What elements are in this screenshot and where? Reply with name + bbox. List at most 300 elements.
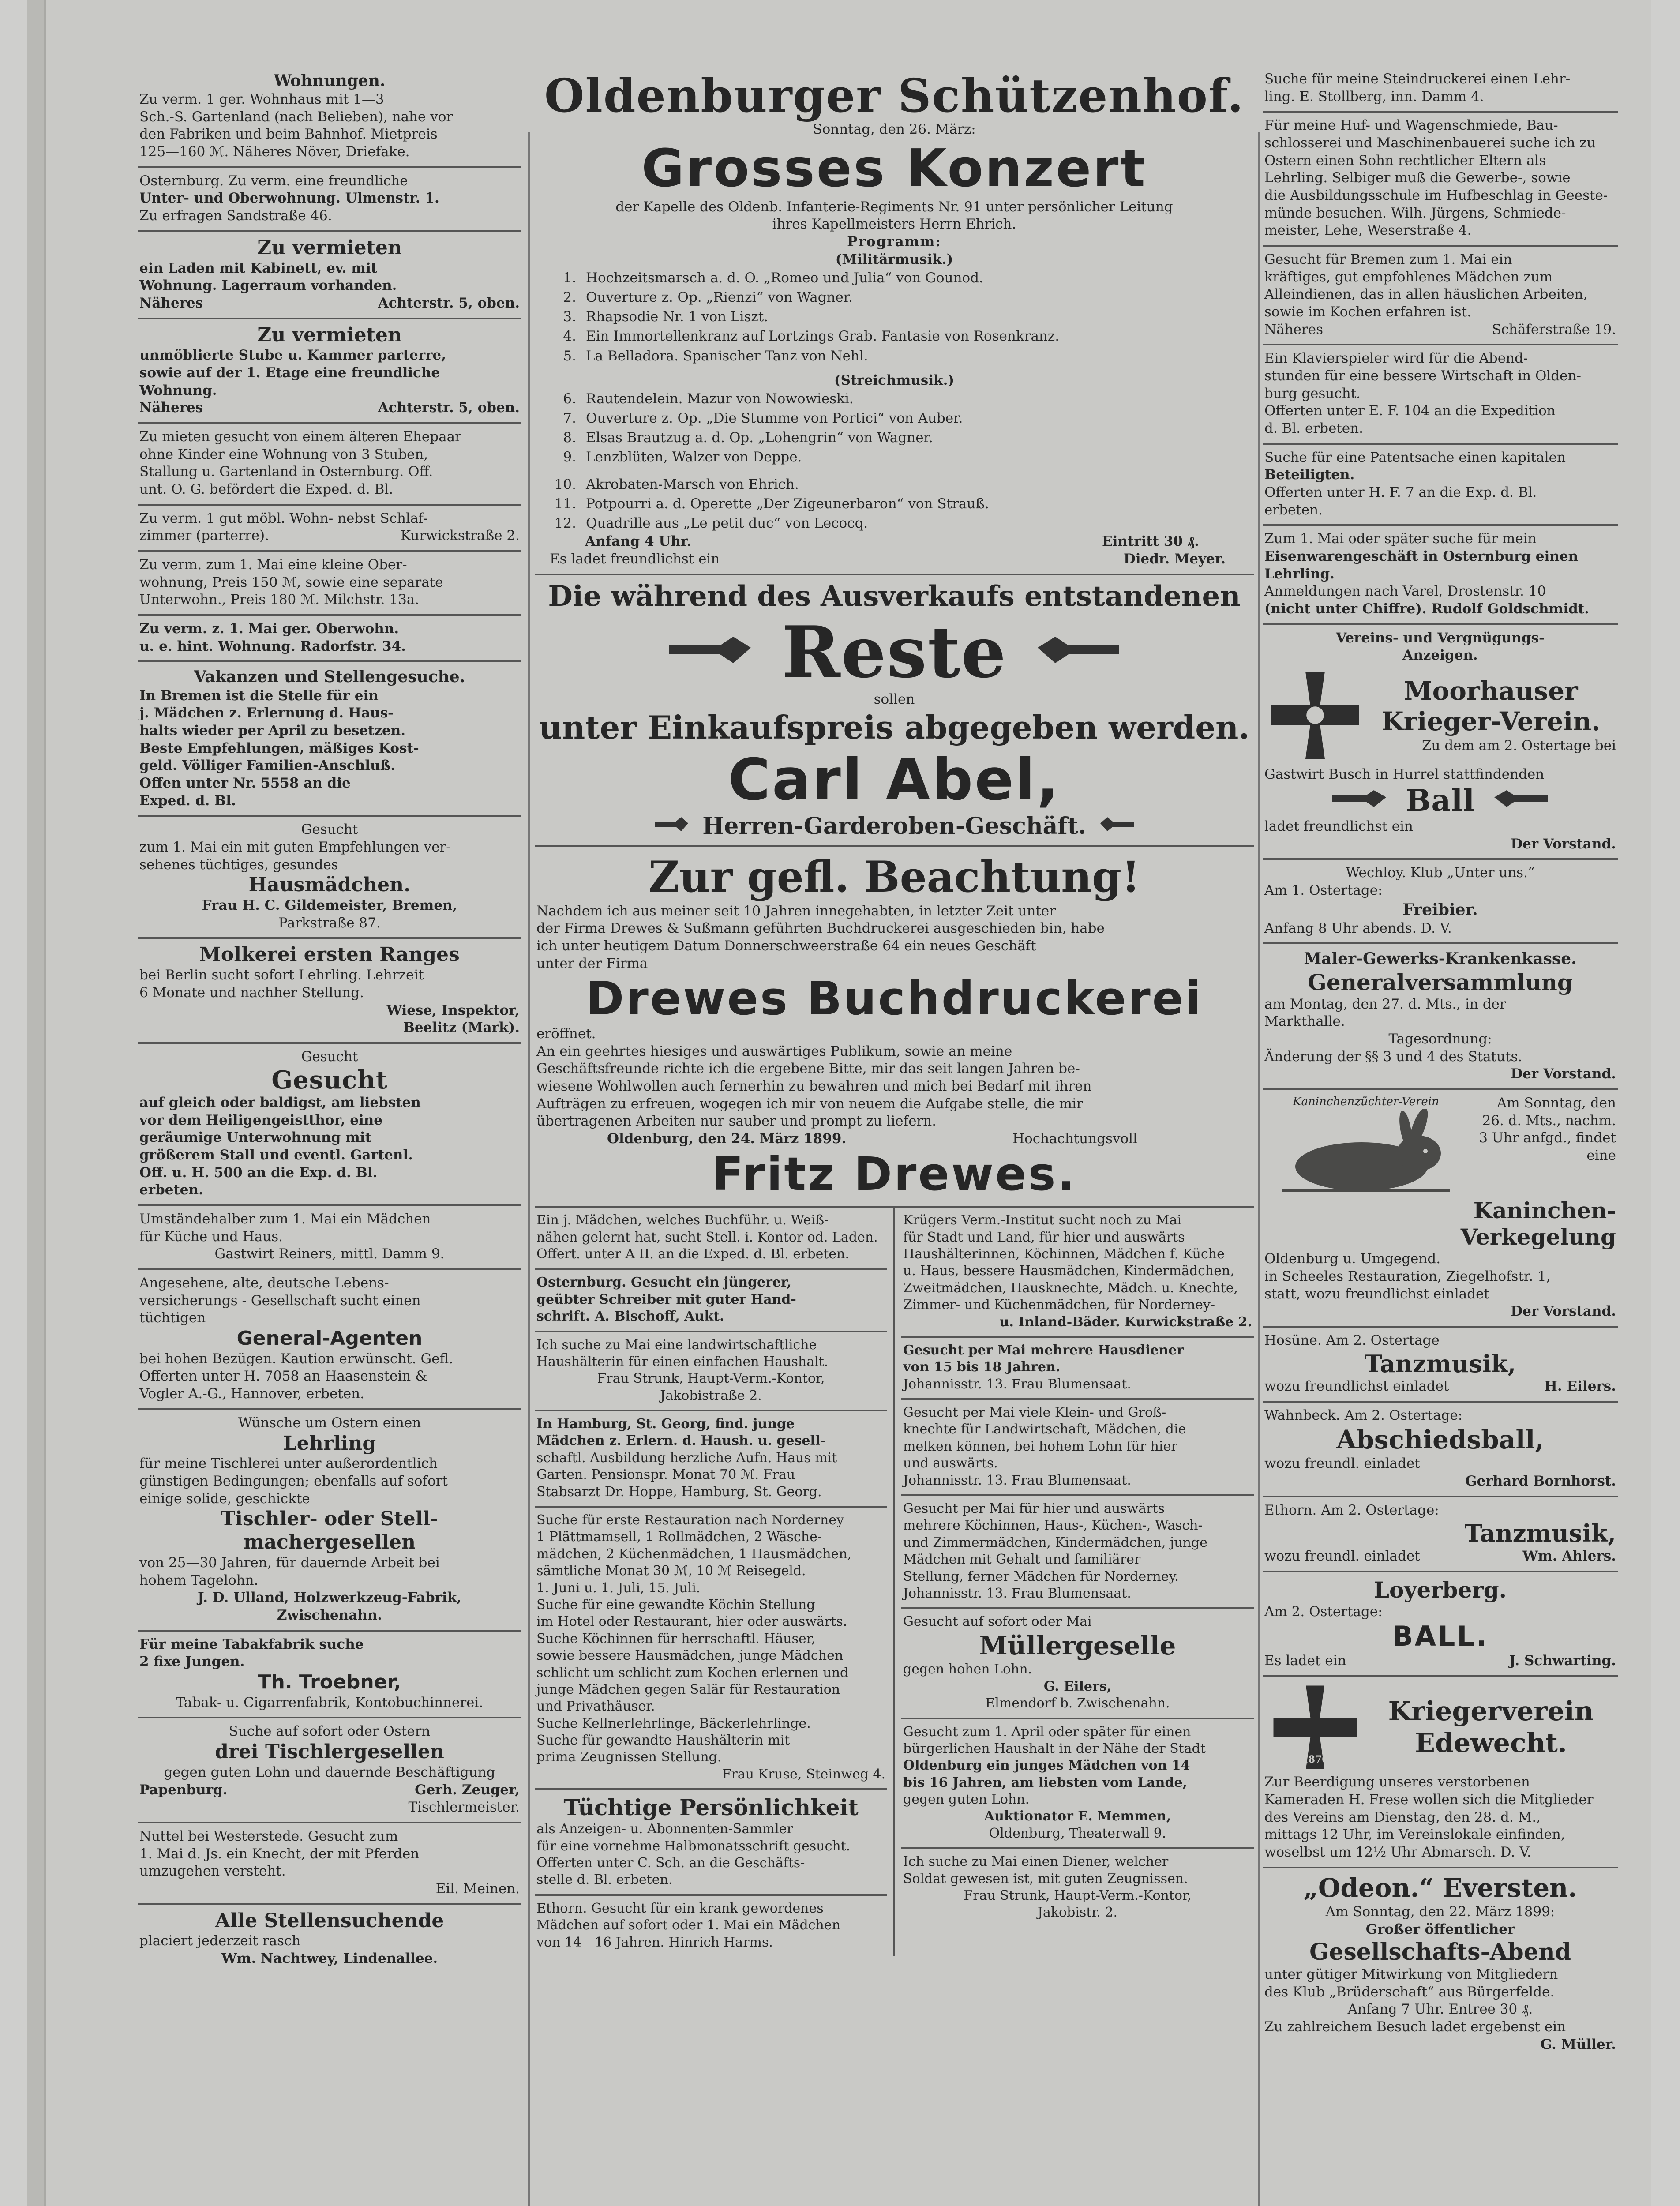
ad-line: Näheres	[1264, 321, 1323, 338]
ad-vakanzen	[138, 662, 521, 817]
item-title: Lenzblüten, Walzer von Deppe.	[586, 449, 802, 465]
ad-line: unt. O. G. befördert die Exped. d. Bl.	[139, 481, 394, 498]
ad-line: den Fabriken und beim Bahnhof. Mietpreis	[139, 126, 438, 143]
ad-line: ich unter heutigem Datum Donnerschweerstraße 64 ein neues Geschäft	[536, 938, 1036, 954]
ad-heading: Tischler- oder Stell-	[221, 1508, 439, 1531]
ad-line: gegen hohen Lohn.	[903, 1662, 1032, 1677]
ad-heading: Lehrling	[283, 1432, 376, 1455]
ad-line: Oldenburg, Theaterwall 9.	[989, 1825, 1166, 1841]
ad-line: sollen	[874, 691, 915, 708]
ad-line: Zu zahlreichem Besuch ladet ergebenst ein	[1264, 2019, 1566, 2035]
ad-agenten	[138, 1270, 521, 1410]
item-title: Potpourri a. d. Operette „Der Zigeunerbaron“ von Strauß.	[586, 496, 989, 512]
item-title: Quadrille aus „Le petit duc“ von Lecocq.	[586, 515, 868, 532]
ad-line: knechte für Landwirtschaft, Mädchen, die	[903, 1422, 1186, 1437]
ad-tabak	[138, 1632, 521, 1719]
ad-line: ling. E. Stollberg, inn. Damm 4.	[1264, 88, 1484, 105]
ad-line: Beste Empfehlungen, mäßiges Kost-	[139, 740, 419, 756]
ad-line: d. Bl. erbeten.	[1264, 420, 1363, 437]
ad-line: Oldenburg, den 24. März 1899.	[607, 1130, 847, 1147]
item-number: 2.	[563, 289, 576, 306]
ad-line: auf gleich oder baldigst, am liebsten	[139, 1094, 421, 1111]
ad-line: Osternburg. Zu verm. eine freundliche	[139, 173, 408, 189]
ad-line: Krügers Verm.-Institut sucht noch zu Mai	[903, 1212, 1181, 1228]
ad-line: des Klub „Brüderschaft“ aus Bürgerfelde.	[1264, 1984, 1555, 2000]
program-item	[536, 447, 1252, 467]
ad-line: melken können, bei hohem Lohn für hier	[903, 1438, 1178, 1454]
ad-heading: Vakanzen und Stellengesuche.	[194, 668, 465, 687]
ad-line: wiesene Wohlwollen auch fernerhin zu bewahren und mich bei Bedarf mit ihren	[536, 1078, 1092, 1094]
ad-line: Suche für eine Patentsache einen kapitalen	[1264, 449, 1566, 465]
ad-line: Frau Kruse, Steinweg 4.	[722, 1766, 885, 1782]
ad-line: Vogler A.-G., Hannover, erbeten.	[139, 1386, 364, 1402]
program-item	[536, 326, 1252, 346]
ad-heading: Tanzmusik,	[1364, 1349, 1516, 1378]
ad-line: am Montag, den 27. d. Mts., in der	[1264, 996, 1506, 1012]
ad-line: bis 16 Jahren, am liebsten vom Lande,	[903, 1775, 1187, 1790]
ad-heading: Grosses Konzert	[641, 138, 1147, 199]
ad-line: Suche Köchinnen für herrschaftl. Häuser,	[536, 1631, 816, 1647]
ad-line: Zur Beerdigung unseres verstorbenen	[1264, 1774, 1530, 1790]
ad-line: Osternburg. Gesucht ein jüngerer,	[536, 1275, 792, 1291]
ad-line: J. Schwarting.	[1509, 1652, 1616, 1669]
ad-line: Am 1. Ostertage:	[1264, 882, 1383, 899]
ad-line: Zweitmädchen, Hausknechte, Mädch. u. Knechte,	[903, 1280, 1238, 1296]
ad-line: Wahnbeck. Am 2. Ostertage:	[1264, 1407, 1463, 1423]
item-number: 1.	[563, 270, 576, 286]
column-middle	[535, 66, 1254, 2206]
ad-line: 2 fixe Jungen.	[139, 1654, 245, 1670]
ad-line: Exped. d. Bl.	[139, 792, 236, 809]
ad-line: ladet freundlichst ein	[1264, 818, 1413, 835]
ad-line: unmöblierte Stube u. Kammer parterre,	[139, 347, 446, 364]
ad-line: Gesucht auf sofort oder Mai	[903, 1614, 1092, 1630]
ad-heading: Fritz Drewes.	[712, 1147, 1076, 1201]
ad-diener	[901, 1849, 1254, 1927]
ad-line: Markthalle.	[1264, 1013, 1345, 1030]
ad-koechinnen	[901, 1496, 1254, 1609]
ad-line: Garten. Pensionspr. Monat 70 ℳ. Frau	[536, 1467, 795, 1483]
ad-line: Eil. Meinen.	[435, 1880, 520, 1897]
item-number: 6.	[563, 391, 576, 407]
ad-line: Wm. Ahlers.	[1522, 1548, 1616, 1564]
ad-line: Näheres	[139, 295, 203, 311]
ad-line: (Streichmusik.)	[834, 372, 955, 388]
ad-line: Am Sonntag, den	[1496, 1095, 1616, 1111]
ad-line: erbeten.	[139, 1182, 203, 1198]
program-item	[536, 409, 1252, 428]
ad-reste	[535, 575, 1254, 848]
ad-line: Gesucht für Bremen zum 1. Mai ein	[1264, 251, 1512, 268]
ad-heading: Gesucht	[271, 1065, 388, 1095]
ad-line: im Hotel oder Restaurant, hier oder auswärts.	[536, 1614, 848, 1630]
ad-line: Am 2. Ostertage:	[1264, 1603, 1383, 1620]
ad-line: meister, Lehe, Weserstraße 4.	[1264, 222, 1472, 239]
item-title: Rhapsodie Nr. 1 von Liszt.	[586, 309, 769, 325]
ad-line: Ein j. Mädchen, welches Buchführ. u. Weiß-	[536, 1212, 829, 1228]
program-list-1	[536, 268, 1252, 365]
ad-line: Ethorn. Gesucht für ein krank gewordenes	[536, 1900, 824, 1916]
item-number: 5.	[563, 348, 576, 364]
ad-line: junge Mädchen gegen Salär für Restauration	[536, 1681, 840, 1697]
ad-line: Tabak- u. Cigarrenfabrik, Kontobuchinnerei.	[176, 1694, 484, 1711]
ad-muellergeselle	[901, 1609, 1254, 1719]
hand-icon	[1331, 788, 1388, 814]
ad-line: zimmer (parterre).	[139, 528, 270, 544]
ad-line: Beelitz (Mark).	[403, 1020, 520, 1036]
ad-line: Der Vorstand.	[1511, 1066, 1616, 1082]
ad-heading: Edewecht.	[1415, 1728, 1567, 1759]
ad-line: G. Müller.	[1540, 2036, 1616, 2052]
ad-line: Für meine Tabakfabrik suche	[139, 1636, 364, 1652]
ad-line: Stallung u. Gartenland in Osternburg. Off.	[139, 464, 433, 480]
ad-line: Frau Strunk, Haupt-Verm.-Kontor,	[964, 1888, 1192, 1904]
ad-line: ohne Kinder eine Wohnung von 3 Stuben,	[139, 446, 428, 462]
ad-line: An ein geehrtes hiesiges und auswärtiges Publikum, sowie an meine	[536, 1043, 1012, 1059]
ad-loyerberg	[1263, 1572, 1618, 1677]
ad-line: Suche für meine Steindruckerei einen Lehr-	[1264, 71, 1571, 87]
ad-heading: Ball	[1405, 783, 1475, 818]
ad-line: Achterstr. 5, oben.	[378, 295, 520, 311]
ad-line: mädchen, 2 Küchenmädchen, 1 Hausmädchen,	[536, 1546, 852, 1562]
ad-heading: BALL.	[1392, 1620, 1489, 1653]
ad-line: Gesucht per Mai für hier und auswärts	[903, 1501, 1165, 1517]
ad-hosuene	[1263, 1328, 1618, 1403]
ad-heading: Zu vermieten	[257, 236, 402, 259]
item-title: Hochzeitsmarsch a. d. O. „Romeo und Julia“ von Gounod.	[586, 270, 983, 286]
ad-line: Programm:	[847, 234, 941, 250]
ad-bremen-maedchen	[1263, 247, 1618, 345]
ad-line: Gerh. Zeuger,	[415, 1782, 520, 1798]
ad-ethorn-maedchen	[535, 1896, 887, 1956]
ad-heading: Die während des Ausverkaufs entstandenen	[548, 579, 1241, 613]
ad-eisenwaren	[1263, 526, 1618, 625]
ad-line: Offen unter Nr. 5558 an die	[139, 775, 351, 791]
ad-laden	[138, 232, 521, 319]
ad-line: Angesehene, alte, deutsche Lebens-	[139, 1275, 389, 1291]
ad-line: und auswärts.	[903, 1456, 998, 1471]
ad-heading: Freibier.	[1402, 900, 1478, 919]
ad-line: Kameraden H. Frese wollen sich die Mitglieder	[1264, 1792, 1594, 1808]
ad-line: H. Eilers.	[1544, 1378, 1616, 1395]
ad-heading: Generalversammlung	[1308, 969, 1573, 995]
ad-line: Alleindienen, das in allen häuslichen Arbeiten,	[1264, 286, 1588, 303]
ad-line: einige solide, geschickte	[139, 1490, 310, 1507]
ad-line: Wohnung.	[139, 382, 217, 398]
ad-line: sehenes tüchtiges, gesundes	[139, 856, 338, 873]
ad-line: Wm. Nachtwey, Lindenallee.	[221, 1951, 438, 1967]
ad-line: prima Zeugnissen Stellung.	[536, 1749, 722, 1765]
ad-line: Es ladet ein	[1264, 1652, 1346, 1669]
ad-line: sowie bessere Hausmädchen, junge Mädchen	[536, 1648, 844, 1664]
ad-line: der Kapelle des Oldenb. Infanterie-Regiments Nr. 91 unter persönlicher Leitung	[615, 199, 1173, 215]
ad-maler	[1263, 944, 1618, 1090]
ad-line: geld. Völliger Familien-Anschluß.	[139, 758, 395, 774]
item-title: Ouverture z. Op. „Rienzi“ von Wagner.	[586, 289, 853, 306]
ad-line: eine	[1586, 1147, 1616, 1163]
ad-stube	[138, 319, 521, 424]
ad-line: von 15 bis 18 Jahren.	[903, 1359, 1061, 1375]
ad-line: der Firma Drewes & Sußmann geführten Buchdruckerei ausgeschieden bin, habe	[536, 920, 1105, 937]
ad-line: und Privathäuser.	[536, 1699, 655, 1715]
ad-line: von 25—30 Jahren, für dauernde Arbeit bei	[139, 1554, 440, 1571]
ad-line: größerem Stall und eventl. Gartenl.	[139, 1147, 413, 1163]
ad-line: unter der Firma	[536, 955, 648, 972]
item-title: Elsas Brautzug a. d. Op. „Lohengrin“ von Wagner.	[586, 430, 933, 446]
ad-line: kräftiges, gut empfohlenes Mädchen zum	[1264, 269, 1553, 285]
column-left	[138, 66, 521, 2206]
ad-heading: Wohnungen.	[274, 71, 386, 90]
ad-line: stunden für eine bessere Wirtschaft in Olden-	[1264, 368, 1581, 384]
ad-line: Zu dem am 2. Ostertage bei	[1422, 737, 1616, 754]
ad-line: Wechloy. Klub „Unter uns.“	[1346, 865, 1535, 881]
ad-line: als Anzeigen- u. Abonnenten-Sammler	[536, 1821, 793, 1837]
ad-line: Gesucht	[301, 1048, 358, 1065]
ad-line: Suche für eine gewandte Köchin Stellung	[536, 1597, 815, 1613]
ad-line: Näheres	[139, 400, 203, 416]
ad-line: vor dem Heiligengeistthor, eine	[139, 1112, 382, 1128]
ad-heading: Zur gefl. Beachtung!	[648, 852, 1140, 902]
ad-line: erbeten.	[1264, 502, 1323, 518]
iron-cross-icon	[1264, 664, 1366, 766]
ad-kriegerverein-edewecht	[1263, 1677, 1618, 1868]
ad-kaninchen	[1263, 1090, 1618, 1328]
ad-line: schaftl. Ausbildung herzliche Aufn. Haus mit	[536, 1450, 837, 1466]
ad-line: Stellung, ferner Mädchen für Norderney.	[903, 1568, 1179, 1584]
ad-wahnbeck	[1263, 1403, 1618, 1497]
ad-line: placiert jederzeit rasch	[139, 1933, 301, 1949]
ad-line: Gerhard Bornhorst.	[1465, 1473, 1616, 1489]
program-item	[536, 346, 1252, 366]
ad-line: münde besuchen. Wilh. Jürgens, Schmiede-	[1264, 205, 1566, 221]
small-ads-grid	[535, 1208, 1254, 1956]
ad-line: geübter Schreiber mit guter Hand-	[536, 1291, 796, 1307]
binding-strip	[27, 0, 46, 2206]
ad-line: sowie im Kochen erfahren ist.	[1264, 304, 1472, 320]
ad-line: Suche auf sofort oder Ostern	[229, 1723, 431, 1740]
ad-line: sowie auf der 1. Etage eine freundliche	[139, 365, 440, 381]
ad-line: 1 Plättmamsell, 1 Rollmädchen, 2 Wäsche-	[536, 1529, 822, 1545]
ad-line: Aufträgen zu erfreuen, wogegen ich mir von neuem die Aufgabe stelle, die mir	[536, 1095, 1083, 1112]
column-right	[1263, 66, 1618, 2206]
ad-line: Sch.-S. Gartenland (nach Belieben), nahe vor	[139, 109, 453, 125]
ad-odeon	[1263, 1868, 1618, 2059]
item-title: Akrobaten-Marsch von Ehrich.	[586, 476, 799, 493]
ad-line: In Hamburg, St. Georg, find. junge	[536, 1416, 795, 1432]
ad-line: Gesucht per Mai viele Klein- und Groß-	[903, 1405, 1166, 1421]
ad-line: 125—160 ℳ. Näheres Növer, Driefake.	[139, 144, 410, 160]
ad-stellensuchende	[138, 1905, 521, 1973]
ad-line: Umständehalber zum 1. Mai ein Mädchen	[139, 1211, 431, 1227]
ad-line: bürgerlichen Haushalt in der Nähe der Stadt	[903, 1741, 1206, 1756]
ad-hausmaedchen	[138, 817, 521, 939]
ad-line: Ich suche zu Mai eine landwirtschaftliche	[536, 1337, 817, 1353]
ad-line: Zu verm. 1 gut möbl. Wohn- nebst Schlaf-	[139, 510, 428, 526]
item-number: 3.	[563, 309, 576, 325]
ad-gesucht-wohnung	[138, 1044, 521, 1206]
ad-line: Suche Kellnerlehrlinge, Bäckerlehrlinge.	[536, 1715, 811, 1731]
ad-line: und Zimmermädchen, Kindermädchen, junge	[903, 1534, 1208, 1550]
ad-heading: Abschiedsball,	[1336, 1424, 1544, 1455]
ad-line: Mädchen mit Gehalt und familiärer	[903, 1552, 1141, 1568]
ad-line: u. e. hint. Wohnung. Radorfstr. 34.	[139, 638, 406, 654]
ad-schreiber	[535, 1270, 887, 1332]
ad-line: Oldenburg ein junges Mädchen von 14	[903, 1758, 1190, 1774]
ad-line: mittags 12 Uhr, im Vereinslokale einfinden,	[1264, 1827, 1565, 1843]
ad-line: J. D. Ulland, Holzwerkzeug-Fabrik,	[197, 1590, 462, 1606]
ad-zimmer	[138, 506, 521, 552]
small-ads-right	[895, 1208, 1254, 1956]
ad-line: Großer öffentlicher	[1365, 1921, 1515, 1937]
hand-icon	[654, 815, 689, 838]
ad-line: Frau Strunk, Haupt-Verm.-Kontor,	[597, 1371, 825, 1387]
ad-line: Lehrling. Selbiger muß die Gewerbe-, sowie	[1264, 170, 1571, 186]
ad-heading: „Odeon.“ Eversten.	[1303, 1872, 1577, 1903]
ad-line: Jakobistr. 2.	[1037, 1905, 1118, 1921]
ad-line: schlicht um schlicht zum Kochen erlernen und	[536, 1665, 849, 1681]
ad-wechloy	[1263, 860, 1618, 944]
ad-heading: Zu vermieten	[257, 323, 402, 346]
hand-icon	[1492, 788, 1550, 814]
ad-line: ein Laden mit Kabinett, ev. mit	[139, 260, 378, 276]
ad-line: Diedr. Meyer.	[1123, 551, 1226, 567]
ad-line: übertragenen Arbeiten nur sauber und prompt zu liefern.	[536, 1113, 937, 1129]
ad-heading: Kaninchen-	[1473, 1197, 1616, 1224]
ad-persoenlichkeit	[535, 1790, 887, 1896]
ad-heading: Verkegelung	[1460, 1224, 1616, 1250]
ad-heading: Tüchtige Persönlichkeit	[563, 1794, 859, 1821]
program-item	[536, 514, 1252, 533]
ad-line: Anfang 4 Uhr.	[585, 533, 692, 550]
ad-klavierspieler	[1263, 345, 1618, 444]
ad-konzert	[535, 66, 1254, 575]
ad-heading: Herren-Garderoben-Geschäft.	[702, 813, 1086, 840]
item-title: Ouverture z. Op. „Die Stumme von Portici“ von Auber.	[586, 410, 963, 427]
ad-line: für meine Tischlerei unter außerordentlich	[139, 1456, 438, 1472]
ad-line: Zwischenahn.	[277, 1607, 382, 1623]
ad-line: geräumige Unterwohnung mit	[139, 1129, 371, 1146]
ad-heading: Molkerei ersten Ranges	[199, 943, 460, 966]
ad-line: nähen gelernt hat, sucht Stell. i. Kontor od. Laden.	[536, 1229, 878, 1245]
ad-line: Johannisstr. 13. Frau Blumensaat.	[903, 1585, 1131, 1601]
ad-line: Haushälterinnen, Köchinnen, Mädchen f. Küche	[903, 1246, 1225, 1262]
ad-line: Offert. unter A II. an die Exped. d. Bl. erbeten.	[536, 1246, 850, 1262]
ad-line: Ostern einen Sohn rechtlicher Eltern als	[1264, 152, 1546, 169]
ad-line: Anmeldungen nach Varel, Drostenstr. 10	[1264, 583, 1546, 600]
ad-line: Suche für gewandte Haushälterin mit	[536, 1733, 790, 1748]
ad-line: Der Vorstand.	[1511, 1303, 1616, 1320]
ad-line: Hosüne. Am 2. Ostertage	[1264, 1332, 1440, 1348]
ad-line: Zu mieten gesucht von einem älteren Ehepaar	[139, 429, 461, 445]
ad-line: Offerten unter H. 7058 an Haasenstein &	[139, 1368, 428, 1384]
ad-line: Auktionator E. Memmen,	[984, 1808, 1171, 1824]
ad-heading: Carl Abel,	[728, 746, 1061, 813]
ad-molkerei	[138, 939, 521, 1043]
ad-line: 26. d. Mts., nachm.	[1482, 1112, 1616, 1129]
ad-line: Zimmer- und Küchenmädchen, für Norderney-	[903, 1297, 1215, 1313]
ad-line: Beteiligten.	[1264, 467, 1355, 483]
ad-line: stelle d. Bl. erbeten.	[536, 1872, 673, 1888]
ad-line: Hochachtungsvoll	[1012, 1130, 1137, 1147]
ad-line: für Küche und Haus.	[139, 1228, 283, 1245]
ad-heading: Alle Stellensuchende	[215, 1909, 444, 1932]
pointing-hand-icon	[667, 632, 755, 672]
ad-umstaende	[138, 1206, 521, 1270]
ad-line: Gesucht	[301, 822, 358, 838]
ad-line: umzugehen versteht.	[139, 1863, 286, 1880]
ad-line: für eine vornehme Halbmonatsschrift gesucht.	[536, 1838, 851, 1854]
ad-line: gegen guten Lohn.	[903, 1792, 1030, 1808]
ad-line: Johannisstr. 13. Frau Blumensaat.	[903, 1376, 1131, 1392]
ad-heading: Müllergeselle	[979, 1630, 1176, 1661]
item-number: 11.	[554, 496, 576, 512]
ad-line: wozu freundl. einladet	[1264, 1548, 1420, 1564]
ad-line: Anfang 7 Uhr. Entree 30 ₰.	[1347, 2001, 1533, 2018]
ad-line: In Bremen ist die Stelle für ein	[139, 687, 379, 704]
ad-drei-tischlergesellen	[138, 1718, 521, 1823]
item-number: 7.	[563, 410, 576, 427]
ad-hausdiener	[901, 1338, 1254, 1400]
ad-line: Jakobistraße 2.	[660, 1388, 762, 1403]
program-item	[536, 307, 1252, 326]
ad-line: Johannisstr. 13. Frau Blumensaat.	[903, 1472, 1131, 1488]
ad-krieger-verein	[1263, 625, 1618, 860]
ad-heading: Drewes Buchdruckerei	[586, 972, 1203, 1026]
pointing-hand-icon	[1033, 632, 1121, 672]
ad-line: Geschäftsfreunde richte ich die ergebene Bitte, mir das seit langen Jahren be-	[536, 1061, 1080, 1077]
ad-line: Für meine Huf- und Wagenschmiede, Bau-	[1264, 117, 1558, 134]
item-number: 12.	[554, 515, 576, 532]
ad-line: mehrere Köchinnen, Haus-, Küchen-, Wasch-	[903, 1518, 1203, 1534]
ad-heading: Maler-Gewerks-Krankenkasse.	[1304, 949, 1577, 968]
ad-line: Offerten unter H. F. 7 an die Exp. d. Bl.	[1264, 484, 1537, 501]
cross-year: 1870	[1301, 1754, 1329, 1766]
ad-line: Änderung der §§ 3 und 4 des Statuts.	[1264, 1048, 1522, 1065]
ad-line: halts wieder per April zu besetzen.	[139, 722, 406, 739]
ad-line: Achterstr. 5, oben.	[378, 400, 520, 416]
ad-line: des Vereins am Dienstag, den 28. d. M.,	[1264, 1809, 1541, 1825]
ad-line: burg gesucht.	[1264, 385, 1361, 401]
ad-line: Lehrling.	[1264, 566, 1335, 582]
column-rule	[528, 132, 530, 2206]
ad-patentsache	[1263, 445, 1618, 526]
ad-line: bei Berlin sucht sofort Lehrling. Lehrzeit	[139, 967, 424, 983]
ad-line: Kaninchenzüchter-Verein	[1293, 1095, 1439, 1108]
ad-line: Oldenburg u. Umgegend.	[1264, 1251, 1441, 1267]
ad-line: Parkstraße 87.	[278, 915, 381, 931]
ad-line: woselbst um 12½ Uhr Abmarsch. D. V.	[1264, 1844, 1531, 1861]
ad-heading: Kriegerverein	[1388, 1696, 1594, 1727]
ad-knechte	[901, 1400, 1254, 1496]
ad-line: Gesucht zum 1. April oder später für einen	[903, 1724, 1191, 1740]
ad-line: Eisenwarengeschäft in Osternburg einen	[1264, 548, 1579, 565]
ad-line: unter gütiger Mitwirkung von Mitgliedern	[1264, 1966, 1558, 1983]
ad-line: Der Vorstand.	[1511, 836, 1616, 852]
ad-line: (Militärmusik.)	[835, 251, 953, 267]
hand-icon	[1099, 815, 1135, 838]
ad-line: günstigen Bedingungen; ebenfalls auf sofort	[139, 1473, 448, 1489]
ad-line: Es ladet freundlichst ein	[550, 551, 720, 567]
ad-norderney	[535, 1508, 887, 1790]
ad-line: Papenburg.	[139, 1782, 228, 1798]
ad-line: Stabsarzt Dr. Hoppe, Hamburg, St. Georg.	[536, 1484, 822, 1500]
ad-mai	[138, 616, 521, 662]
ad-kontor	[535, 1208, 887, 1270]
ad-line: Vereins- und Vergnügungs-	[1336, 630, 1545, 646]
ad-line: wozu freundl. einladet	[1264, 1456, 1420, 1472]
ad-line: Unterwohn., Preis 180 ℳ. Milchstr. 13a.	[139, 592, 420, 608]
ad-line: Eintritt 30 ₰.	[1102, 533, 1199, 550]
